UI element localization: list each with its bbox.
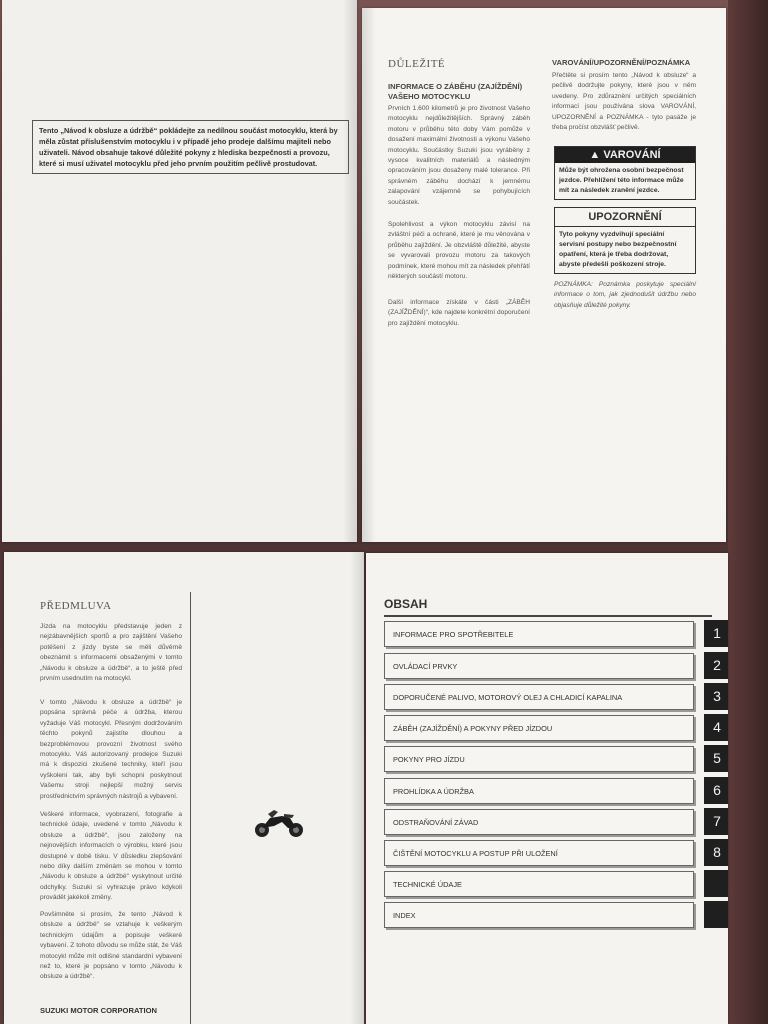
caution-text: Tyto pokyny vyzdvihují speciální servisní postupy nebo bezpečnostní opatření, která je třeba dodržovat, abyste předešli poškození stroje.	[559, 231, 677, 268]
toc-item[interactable]: INDEX	[384, 902, 694, 928]
toc-title: OBSAH	[384, 597, 428, 611]
warning-box	[554, 146, 696, 200]
page-fold	[343, 0, 357, 542]
toc-item[interactable]: INFORMACE PRO SPOTŘEBITELE	[384, 621, 694, 647]
preface-heading: PŘEDMLUVA	[40, 600, 112, 612]
break-in-subheading: INFORMACE O ZÁBĚHU (ZAJÍŽDĚNÍ) VAŠEHO MOTOCYKLU	[388, 82, 523, 101]
page-bottom-right	[366, 553, 728, 1024]
toc-item[interactable]: TECHNICKÉ ÚDAJE	[384, 871, 694, 897]
toc-item[interactable]: ČIŠTĚNÍ MOTOCYKLU A POSTUP PŘI ULOŽENÍ	[384, 840, 694, 866]
warning-text: Může být ohrožena osobní bezpečnost jezdce. Přehlížení této informace může mít za následek zranění jezdce.	[559, 167, 684, 194]
preface-para-2: V tomto „Návodu k obsluze a údržbě“ je popsána správná péče a údržba, kterou vyžaduje Váš motocykl. Přesným dodržováním těchto pokynů zajistíte dlouhou a bezproblémovou provozní životnost svého motocyklu. Váš autorizovaný prodejce Suzuki má k dispozici zkušené techniky, kteří jsou vyškoleni tak, aby byli schopni poskytnout Vašemu stroji nejlepší možný servis prostřednictvím správných nástrojů a vybavení.	[40, 699, 182, 800]
preface-para-4: Povšimněte si prosím, že tento „Návod k obsluze a údržbě“ se vztahuje k veškerým technickým údajům a popisuje veškeré vybavení. Z tohoto důvodu se může stát, že Váš motocykl může mít odlišné standardní vybavení než to, které je popsáno v tomto „Návodu k obsluze a údržbě“.	[40, 911, 182, 981]
motorcycle-icon	[252, 806, 306, 840]
company-name: SUZUKI MOTOR CORPORATION	[40, 1006, 157, 1015]
toc-number-tab[interactable]: 2	[704, 652, 728, 679]
toc-item[interactable]: ZÁBĚH (ZAJÍŽDĚNÍ) A POKYNY PŘED JÍZDOU	[384, 715, 694, 741]
toc-item[interactable]: ODSTRAŇOVÁNÍ ZÁVAD	[384, 809, 694, 835]
toc-number-tab[interactable]: 1	[704, 620, 728, 647]
book-edge	[728, 0, 768, 1024]
ownership-notice: Tento „Návod k obsluze a údržbě“ pokládejte za nedílnou součást motocyklu, která by měla zůstat příslušenstvím motocyklu i v případě jeho prodeje dalšímu majiteli nebo uživateli. Návod obsahuje takové důležité pokyny z hlediska bezpečnosti a provozu, které si musí uživatel motocyklu před jeho prvním použitím pečlivě prostudovat.	[32, 120, 349, 174]
caution-box	[554, 207, 696, 274]
warning-triangle-icon: ▲	[589, 149, 601, 161]
toc-number-tab[interactable]: 6	[704, 777, 728, 804]
preface-para-1: Jízda na motocyklu představuje jeden z nejzábavnějších sportů a pro zajištění Vašeho potěšení z jízdy byste se měli důvěrně obeznámit s informacemi obsaženými v tomto „Návodu k obsluze a údržbě“, a to ještě před prvním usednutím na motocykl.	[40, 623, 182, 683]
page-top-right	[362, 8, 726, 542]
toc-item[interactable]: DOPORUČENÉ PALIVO, MOTOROVÝ OLEJ A CHLADICÍ KAPALINA	[384, 684, 694, 710]
toc-number-tab[interactable]: 3	[704, 683, 728, 710]
warning-title: VAROVÁNÍ	[603, 149, 661, 161]
toc-rule	[384, 615, 712, 617]
toc-number-tab[interactable]: 7	[704, 808, 728, 835]
note-text: POZNÁMKA: Poznámka poskytuje speciální informace o tom, jak zjednodušit údržbu nebo objasňuje důležité pokyny.	[554, 281, 696, 309]
warning-note-heading: VAROVÁNÍ/UPOZORNĚNÍ/POZNÁMKA	[552, 58, 691, 67]
preface-para-3: Veškeré informace, vyobrazení, fotografie a technické údaje, uvedené v tomto „Návodu k obsluze a údržbě“, jsou založeny na nejnovějších informacích o výrobku, které jsou dostupné v době tisku. V důsledku zlepšování nebo díky dalším změnám se mohou v tomto „Návodu k obsluze a údržbě“ vyskytnout určité odchylky. Suzuki si vyhrazuje právo kdykoli provádět jakékoli změny.	[40, 811, 182, 902]
important-heading: DŮLEŽITÉ	[388, 58, 446, 70]
caution-title: UPOZORNĚNÍ	[555, 208, 695, 227]
toc-number-tab[interactable]	[704, 870, 728, 897]
page-top-left	[2, 0, 357, 542]
warning-note-intro: Přečtěte si prosím tento „Návod k obsluze“ a pečlivě dodržujte pokyny, které jsou v něm uvedeny. Pro zdůraznění určitých speciálních informací jsou používána slova VAROVÁNÍ, UPOZORNĚNÍ a POZNÁMKA - tyto pasáže je třeba pročíst obzvlášť pečlivě.	[552, 72, 696, 132]
column-divider	[190, 592, 191, 1024]
toc-item[interactable]: PROHLÍDKA A ÚDRŽBA	[384, 778, 694, 804]
page-fold	[362, 8, 376, 542]
toc-item[interactable]: OVLÁDACÍ PRVKY	[384, 653, 694, 679]
toc-number-tab[interactable]: 5	[704, 745, 728, 772]
toc-number-tab[interactable]	[704, 901, 728, 928]
warning-header	[555, 147, 695, 163]
break-in-para-3: Další informace získáte v části „ZÁBĚH (ZAJÍŽDĚNÍ)“, kde najdete konkrétní doporučení pro zajíždění motocyklu.	[388, 299, 530, 327]
break-in-para-2: Spolehlivost a výkon motocyklu závisí na zvláštní péči a ochraně, které je mu věnována v průběhu zajíždění. Je obzvláště důležité, abyste se vyvarovali provozu motoru za takových podmínek, které mohou mít za následek přehřátí některých součástí motoru.	[388, 221, 530, 281]
toc-item[interactable]: POKYNY PRO JÍZDU	[384, 746, 694, 772]
toc-number-tab[interactable]: 4	[704, 714, 728, 741]
toc-number-tab[interactable]: 8	[704, 839, 728, 866]
page-fold	[350, 552, 364, 1024]
break-in-para-1: Prvních 1.600 kilometrů je pro životnost Vašeho motocyklu nejdůležitějších. Správný záběh motoru v průběhu této doby Vám pomůže v dosažení maximální životnosti a výkonu Vašeho motocyklu. Součástky Suzuki jsou vyráběny z vysoce kvalitních materiálů a následným opracováním jsou dosaženy malé tolerance. Při správném záběhu dochází k jemnému zalapování vzájemně se pohybujících součástek.	[388, 105, 530, 206]
page-bottom-left	[4, 552, 364, 1024]
